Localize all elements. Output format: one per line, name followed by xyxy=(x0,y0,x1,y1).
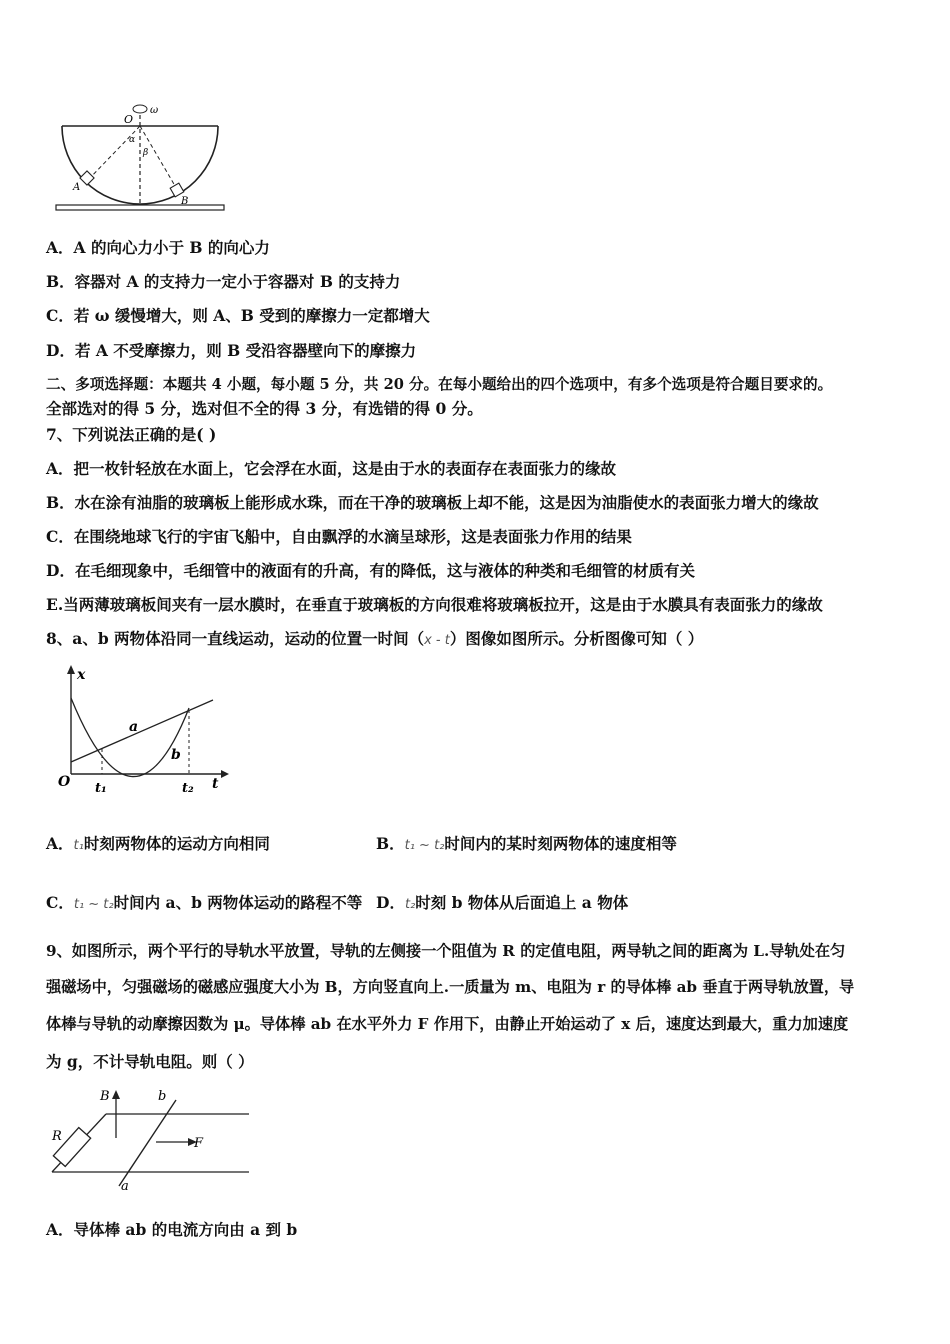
q8-option-d-math: t₂ xyxy=(404,897,416,912)
label-o: O xyxy=(124,113,134,126)
t-axis-arrow-icon xyxy=(221,770,229,778)
label-end-a: a xyxy=(121,1179,129,1194)
q8-option-b-math: t₁ ~ t₂ xyxy=(404,838,445,853)
block-b xyxy=(170,183,184,197)
x-axis-arrow-icon xyxy=(67,665,75,674)
q8-option-a xyxy=(46,832,270,854)
radius-b xyxy=(140,126,178,191)
q6-option-a: A．A 的向心力小于 B 的向心力 xyxy=(46,238,270,257)
label-origin: O xyxy=(58,774,71,790)
label-beta: β xyxy=(143,148,149,158)
q7-option-b: B．水在涂有油脂的玻璃板上能形成水珠，而在干净的玻璃板上却不能，这是因为油脂使水的表面张力增大的缘故 xyxy=(46,493,819,512)
q9-stem-line3: 体棒与导轨的动摩擦因数为 μ。导体棒 ab 在水平外力 F 作用下，由静止开始运动了 x 后，速度达到最大，重力加速度 xyxy=(46,1015,849,1033)
q8-option-c-label: C． xyxy=(46,893,74,912)
q8-option-c-math: t₁ ~ t₂ xyxy=(73,897,114,912)
q7-option-c: C．在围绕地球飞行的宇宙飞船中，自由飘浮的水滴呈球形，这是表面张力作用的结果 xyxy=(46,527,632,546)
q8-option-a-label: A． xyxy=(46,834,74,853)
label-resistor: R xyxy=(52,1129,62,1144)
label-alpha: α xyxy=(129,135,136,145)
section2-heading-line1: 二、多项选择题：本题共 4 小题，每小题 5 分，共 20 分。在每小题给出的四个选项中，有多个选项是符合题目要求的。 xyxy=(46,376,833,393)
q7-option-d: D．在毛细现象中，毛细管中的液面有的升高，有的降低，这与液体的种类和毛细管的材质有关 xyxy=(46,561,695,580)
q8-stem-after: ）图像如图所示。分析图像可知（ ） xyxy=(449,629,704,648)
q6-option-c: C．若 ω 缓慢增大，则 A、B 受到的摩擦力一定都增大 xyxy=(46,306,430,325)
label-line-a: a xyxy=(129,719,139,735)
label-end-b: b xyxy=(158,1089,167,1104)
section2-heading-line2: 全部选对的得 5 分，选对但不全的得 3 分，有选错的得 0 分。 xyxy=(46,399,483,418)
curve-b xyxy=(71,698,189,777)
q8-stem-before: 8、a、b 两物体沿同一直线运动，运动的位置一时间（ xyxy=(46,629,425,648)
q8-option-c xyxy=(46,891,362,913)
conductor-ab xyxy=(119,1100,176,1186)
label-field-b: B xyxy=(100,1089,110,1104)
q8-option-d xyxy=(376,891,628,913)
label-t-axis: t xyxy=(212,776,219,792)
q8-option-c-text: 时间内 a、b 两物体运动的路程不等 xyxy=(113,893,363,912)
label-curve-b: b xyxy=(171,747,181,763)
rotation-arrow-icon xyxy=(133,105,147,113)
q9-stem-line1: 9、如图所示，两个平行的导轨水平放置，导轨的左侧接一个阻值为 R 的定值电阻，两导轨之间的距离为 L.导轨处在匀 xyxy=(46,942,846,960)
base-plate xyxy=(56,205,224,210)
q8-option-d-label: D． xyxy=(376,893,405,912)
q8-option-a-text: 时刻两物体的运动方向相同 xyxy=(83,834,270,853)
bowl-figure xyxy=(50,95,230,220)
q8-option-b xyxy=(376,832,677,854)
label-t2: t₂ xyxy=(182,781,194,796)
q7-option-e: E.当两薄玻璃板间夹有一层水膜时，在垂直于玻璃板的方向很难将玻璃板拉开，这是由于水膜具有表面张力的缘故 xyxy=(46,595,823,614)
q8-stem-math: x - t xyxy=(424,633,450,648)
q7-stem: 7、下列说法正确的是( ) xyxy=(46,425,217,444)
q8-stem xyxy=(46,627,703,649)
line-a xyxy=(71,700,213,762)
label-t1: t₁ xyxy=(95,781,107,796)
q8-option-d-text: 时刻 b 物体从后面追上 a 物体 xyxy=(415,893,629,912)
q8-option-b-label: B． xyxy=(376,834,405,853)
label-omega: ω xyxy=(150,105,159,116)
label-a: A xyxy=(73,182,81,193)
block-a xyxy=(80,171,94,185)
label-force: F xyxy=(194,1136,204,1151)
q9-stem-line4: 为 g，不计导轨电阻。则（ ） xyxy=(46,1052,254,1071)
q6-option-d: D．若 A 不受摩擦力，则 B 受沿容器壁向下的摩擦力 xyxy=(46,341,417,360)
rail-figure xyxy=(44,1086,259,1196)
label-x-axis: x xyxy=(77,667,86,683)
field-b-arrow-icon xyxy=(112,1090,120,1099)
q9-stem-line2: 强磁场中，匀强磁场的磁感应强度大小为 B，方向竖直向上.一质量为 m、电阻为 r 的导体棒 ab 垂直于两导轨放置，导 xyxy=(46,978,855,996)
xt-graph xyxy=(55,662,230,797)
q8-option-b-text: 时间内的某时刻两物体的速度相等 xyxy=(444,834,677,853)
label-b: B xyxy=(181,196,189,207)
q8-option-a-math: t₁ xyxy=(73,838,84,853)
q9-option-a: A．导体棒 ab 的电流方向由 a 到 b xyxy=(46,1220,298,1239)
q6-option-b: B．容器对 A 的支持力一定小于容器对 B 的支持力 xyxy=(46,272,401,291)
q7-option-a: A．把一枚针轻放在水面上，它会浮在水面，这是由于水的表面存在表面张力的缘故 xyxy=(46,459,617,478)
